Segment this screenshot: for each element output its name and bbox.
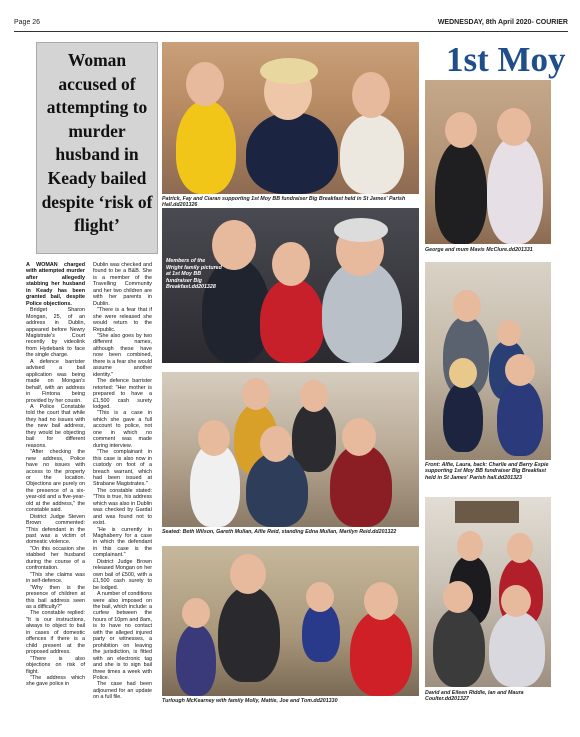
article-paragraph: A defence barrister advised a bail application was being made on Mongan's behalf, with an address in Fintona being provided by her cousin. <box>26 358 85 404</box>
caption-turlough: Turlough McKearney with family Molly, Mattie, Joe and Tom.dd201330 <box>162 698 338 704</box>
photo-seated-group <box>162 372 419 527</box>
article-paragraph: "He is currently in Maghaberry for a case in which the defendant in this case is the complainant." <box>93 526 152 559</box>
article-paragraph: District Judge Steven Brown commented: "This defendant in the past was a victim of domestic violence. <box>26 513 85 546</box>
article-paragraph: The constable stated: "This is true, his address which was also in Dublin was checked by Gardaí and was found not to exist. <box>93 487 152 527</box>
caption-patrick: Patrick, Fay and Ciaran supporting 1st Moy BB fundraiser Big Breakfast held in St James' Parish Hall.dd201326 <box>162 196 406 209</box>
article-column-2 <box>93 262 152 728</box>
article-paragraph: "There is also objections on risk of flight. <box>26 655 85 675</box>
caption-george: George and mum Mavis McClure.dd201331 <box>425 247 533 253</box>
photo-patrick-fay-ciaran <box>162 42 419 194</box>
article-paragraph: District Judge Brown released Mongan on her own bail of £500, with a £1,500 cash surety to be lodged. <box>93 558 152 591</box>
article-paragraph: "Why then is the presence of children at this bail address seen as a difficulty?" <box>26 584 85 611</box>
article-paragraph: "She also goes by two different names, although these have now been combined, there is a fear she would assume another identity." <box>93 332 152 378</box>
article-paragraph: The constable replied: "It is our instructions, always to object to bail in cases of domestic offences if there is a child present at the proposed address. <box>26 610 85 656</box>
photo-turlough-family <box>162 546 419 696</box>
article-paragraph: A number of conditions were also imposed on the bail, which include: a curfew between the hours of 10pm and 8am, is to have no contact with the alleged injured party or witnesses, a prohibition on leaving the jurisdiction, is fitted with an electronic tag and she is to sign bail three times a week with Police. <box>93 591 152 681</box>
date-line: WEDNESDAY, 8th April 2020- COURIER <box>437 19 568 26</box>
headline-box <box>36 42 158 254</box>
article-paragraph: A Police Constable told the court that while they had no issues with the new bail address, they would be objecting bail for different reasons. <box>26 403 85 449</box>
caption-front: Front: Alfie, Laura, back: Charlie and Barry Espie supporting 1st Moy BB fundraiser Big Breakfast held in St James' Parish hall.dd201323 <box>425 462 549 481</box>
article-paragraph: Dublin was checked and found to be a B&B. She is a member of the Travelling Community and her two children are with her parents in Dublin. <box>93 262 152 307</box>
article-paragraph: Bridget Sharon Mongan, 25, of an address in Dublin, appeared before Newry Magistrate's Court recently by videolink from Hydebank to face the single charge. <box>26 307 85 359</box>
photo-george-mavis <box>425 80 551 244</box>
article-column-1 <box>26 262 85 728</box>
article-paragraph: "There is a fear that if she were released she would return to the Republic. <box>93 307 152 333</box>
article-paragraph: "The complainant in this case is also now in custody on foot of a breach warrant, which had been issued at Strabane Magistrates." <box>93 449 152 488</box>
page-number: Page 26 <box>14 19 41 26</box>
article-paragraph: The defence barrister retorted: "Her mother is prepared to have a £1,500 cash surety lodged. <box>93 378 152 410</box>
article-paragraph: A WOMAN charged with attempted murder after allegedly stabbing her husband in Keady has been granted bail, despite Police objections. <box>26 262 85 307</box>
photo-espie-family <box>425 262 551 460</box>
section-brand-title: 1st Moy <box>446 40 566 79</box>
article-paragraph: "On this occasion she stabbed her husband during the course of a confrontation. <box>26 545 85 572</box>
caption-david: David and Eileen Riddle, Ian and Maura Coulter.dd201327 <box>425 690 524 703</box>
article-paragraph: "After checking the new address, Police have no issues with access to the property or the location. Objections are purely on the presence of a six-year-old and a five-year-old at the address," the constable said. <box>26 449 85 514</box>
page-header <box>14 16 568 30</box>
article-paragraph: The case had been adjourned for an update on a full file. <box>93 681 152 701</box>
article-headline: Woman accused of attempting to murder husband in Keady bailed despite ‘risk of flight’ <box>41 50 153 236</box>
article-paragraph: "This is a case in which she gave a full account to police, not one in which no comment was made during interview. <box>93 410 152 449</box>
photo-riddle-coulter <box>425 497 551 687</box>
article-paragraph: "The address which she gave police in <box>26 675 85 688</box>
caption-wright: Members of the Wright family pictured at 1st Moy BB fundraiser Big Breakfast.dd201328 <box>166 258 222 291</box>
caption-seated: Seated: Beth Wilson, Gareth Mullan, Alfie Reid, standing Edna Mullan, Marilyn Reid.dd201322 <box>162 529 397 535</box>
header-rule <box>14 31 568 32</box>
article-paragraph: "This she claims was in self-defence. <box>26 571 85 585</box>
